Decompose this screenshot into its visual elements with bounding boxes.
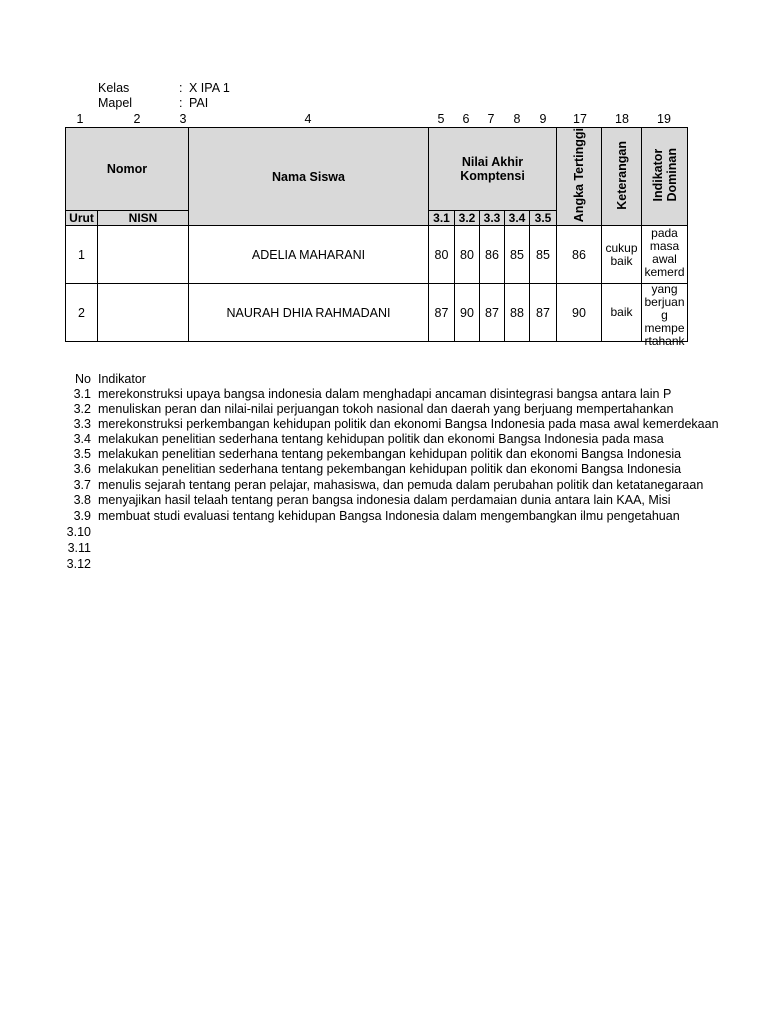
- list-item: [0, 402, 688, 418]
- angka-tertinggi-header: [557, 128, 602, 226]
- nilai-cell: 85: [530, 226, 557, 284]
- nilai-cell: 85: [505, 226, 530, 284]
- nilai-cell: 80: [429, 226, 455, 284]
- nilai-cell: 86: [480, 226, 505, 284]
- list-item: [0, 509, 688, 525]
- column-number: 5: [437, 112, 445, 126]
- kelas-label: Kelas: [98, 81, 130, 95]
- nomor-header: Nomor: [66, 128, 189, 211]
- column-number: 8: [513, 112, 521, 126]
- column-number: 6: [462, 112, 470, 126]
- nilai-cell: 80: [455, 226, 480, 284]
- legend-item-no: 3.2: [73, 402, 91, 416]
- list-item: [0, 493, 688, 509]
- indikator-label-line2: Dominan: [664, 148, 679, 202]
- indikator-line: kemerd: [644, 264, 685, 279]
- indikator-line: mempe: [644, 320, 685, 335]
- keterangan-label: Keterangan: [614, 140, 629, 210]
- keterangan-cell: [602, 226, 642, 284]
- list-item: [0, 387, 688, 403]
- urut-cell: 2: [66, 284, 98, 342]
- legend-item-no: 3.9: [73, 509, 91, 523]
- indikator-label-line1: Indikator: [650, 148, 665, 202]
- column-number: 9: [539, 112, 547, 126]
- nisn-cell: [98, 284, 189, 342]
- list-item: [0, 417, 719, 433]
- mapel-label: Mapel: [98, 96, 133, 110]
- legend-no-header: No: [75, 372, 91, 386]
- indikator-line: pada: [651, 225, 678, 240]
- nilai-akhir-subtitle: Komptensi: [460, 168, 525, 183]
- nilai-cell: 88: [505, 284, 530, 342]
- column-number: 4: [304, 112, 312, 126]
- legend-indikator-header: Indikator: [98, 372, 146, 386]
- kelas-value: X IPA 1: [189, 81, 230, 95]
- angka-tertinggi-label: Angka Tertinggi: [572, 128, 586, 223]
- list-item: [0, 432, 688, 448]
- nilai-akhir-title: Nilai Akhir: [461, 154, 524, 169]
- nilai-cell: 87: [429, 284, 455, 342]
- list-item: [0, 478, 704, 494]
- legend-item-no: 3.11: [67, 541, 91, 555]
- legend-item-text: merekonstruksi upaya bangsa indonesia dalam menghadapi ancaman disintegrasi bangsa antara lain P: [98, 387, 672, 401]
- nama-cell: NAURAH DHIA RAHMADANI: [189, 284, 429, 342]
- column-number: 1: [76, 112, 84, 126]
- kompetensi-header: 3.2: [455, 210, 480, 225]
- kompetensi-header: 3.4: [505, 210, 530, 225]
- indikator-dominan-label: [651, 148, 679, 201]
- indikator-cell: [642, 226, 688, 284]
- legend-item-text: menulis sejarah tentang peran pelajar, mahasiswa, dan pemuda dalam perubahan politik dan ketatanegaraan: [98, 478, 704, 492]
- legend-item-text: membuat studi evaluasi tentang kehidupan Bangsa Indonesia dalam mengembangkan ilmu pengetahuan: [98, 509, 680, 523]
- legend-item-no: 3.12: [66, 557, 91, 571]
- legend-item-no: 3.1: [73, 387, 91, 401]
- nilai-cell: 90: [455, 284, 480, 342]
- nisn-header: NISN: [98, 210, 189, 225]
- indikator-dominan-header: [642, 128, 688, 226]
- indikator-legend: [0, 371, 719, 581]
- indikator-line: rtahank: [644, 333, 685, 348]
- urut-header: Urut: [66, 210, 98, 225]
- legend-item-no: 3.4: [73, 432, 91, 446]
- column-number: 17: [573, 112, 587, 126]
- column-number: 19: [657, 112, 671, 126]
- nama-siswa-header: Nama Siswa: [189, 128, 429, 226]
- column-number: 18: [615, 112, 629, 126]
- keterangan-header: [602, 128, 642, 226]
- legend-item-no: 3.10: [66, 525, 91, 539]
- list-item: [0, 557, 688, 573]
- kompetensi-header: 3.1: [429, 210, 455, 225]
- tertinggi-cell: 86: [557, 226, 602, 284]
- nama-cell: ADELIA MAHARANI: [189, 226, 429, 284]
- nilai-cell: 87: [480, 284, 505, 342]
- nilai-akhir-header: [429, 128, 557, 211]
- keterangan-line: baik: [610, 305, 633, 320]
- legend-item-no: 3.7: [73, 478, 91, 492]
- tertinggi-cell: 90: [557, 284, 602, 342]
- list-item: [0, 462, 688, 478]
- keterangan-cell: [602, 284, 642, 342]
- kompetensi-header: 3.3: [480, 210, 505, 225]
- legend-item-no: 3.6: [73, 462, 91, 476]
- indikator-line: masa: [649, 238, 680, 253]
- indikator-line: yang: [651, 281, 678, 296]
- kelas-colon: :: [179, 81, 183, 95]
- list-item: [0, 541, 688, 557]
- indikator-line: g: [661, 307, 668, 322]
- legend-item-no: 3.5: [73, 447, 91, 461]
- list-item: [0, 447, 688, 463]
- keterangan-line: cukup: [605, 240, 638, 255]
- legend-item-text: menuliskan peran dan nilai-nilai perjuangan tokoh nasional dan daerah yang berjuang mempertahankan: [98, 402, 674, 416]
- table-row: [66, 284, 688, 342]
- mapel-value: PAI: [189, 96, 209, 110]
- indikator-cell: [642, 281, 688, 348]
- legend-item-text: menyajikan hasil telaah tentang peran bangsa indonesia dalam perdamaian dunia antara lain KAA, Misi: [98, 493, 671, 507]
- legend-item-no: 3.8: [73, 493, 91, 507]
- legend-header-row: [0, 372, 688, 388]
- urut-cell: 1: [66, 226, 98, 284]
- legend-item-no: 3.3: [73, 417, 91, 431]
- column-number: 2: [133, 112, 141, 126]
- column-number: 7: [487, 112, 495, 126]
- legend-item-text: melakukan penelitian sederhana tentang pekembangan kehidupan politik dan ekonomi Bangsa Indonesia: [98, 462, 682, 476]
- column-number: 3: [179, 112, 187, 126]
- kompetensi-header: 3.5: [530, 210, 557, 225]
- table-row: [66, 226, 688, 284]
- legend-item-text: melakukan penelitian sederhana tentang kehidupan politik dan ekonomi Bangsa Indonesia pada masa: [98, 432, 664, 446]
- grades-table: [65, 127, 688, 348]
- indikator-line: awal: [652, 251, 677, 266]
- mapel-colon: :: [179, 96, 183, 110]
- list-item: [0, 525, 688, 541]
- nisn-cell: [98, 226, 189, 284]
- nilai-cell: 87: [530, 284, 557, 342]
- keterangan-line: baik: [610, 253, 633, 268]
- legend-item-text: merekonstruksi perkembangan kehidupan politik dan ekonomi Bangsa Indonesia pada masa awal kemerdekaan: [98, 417, 719, 431]
- indikator-line: berjuan: [644, 294, 685, 309]
- legend-item-text: melakukan penelitian sederhana tentang pekembangan kehidupan politik dan ekonomi Bangsa Indonesia: [98, 447, 682, 461]
